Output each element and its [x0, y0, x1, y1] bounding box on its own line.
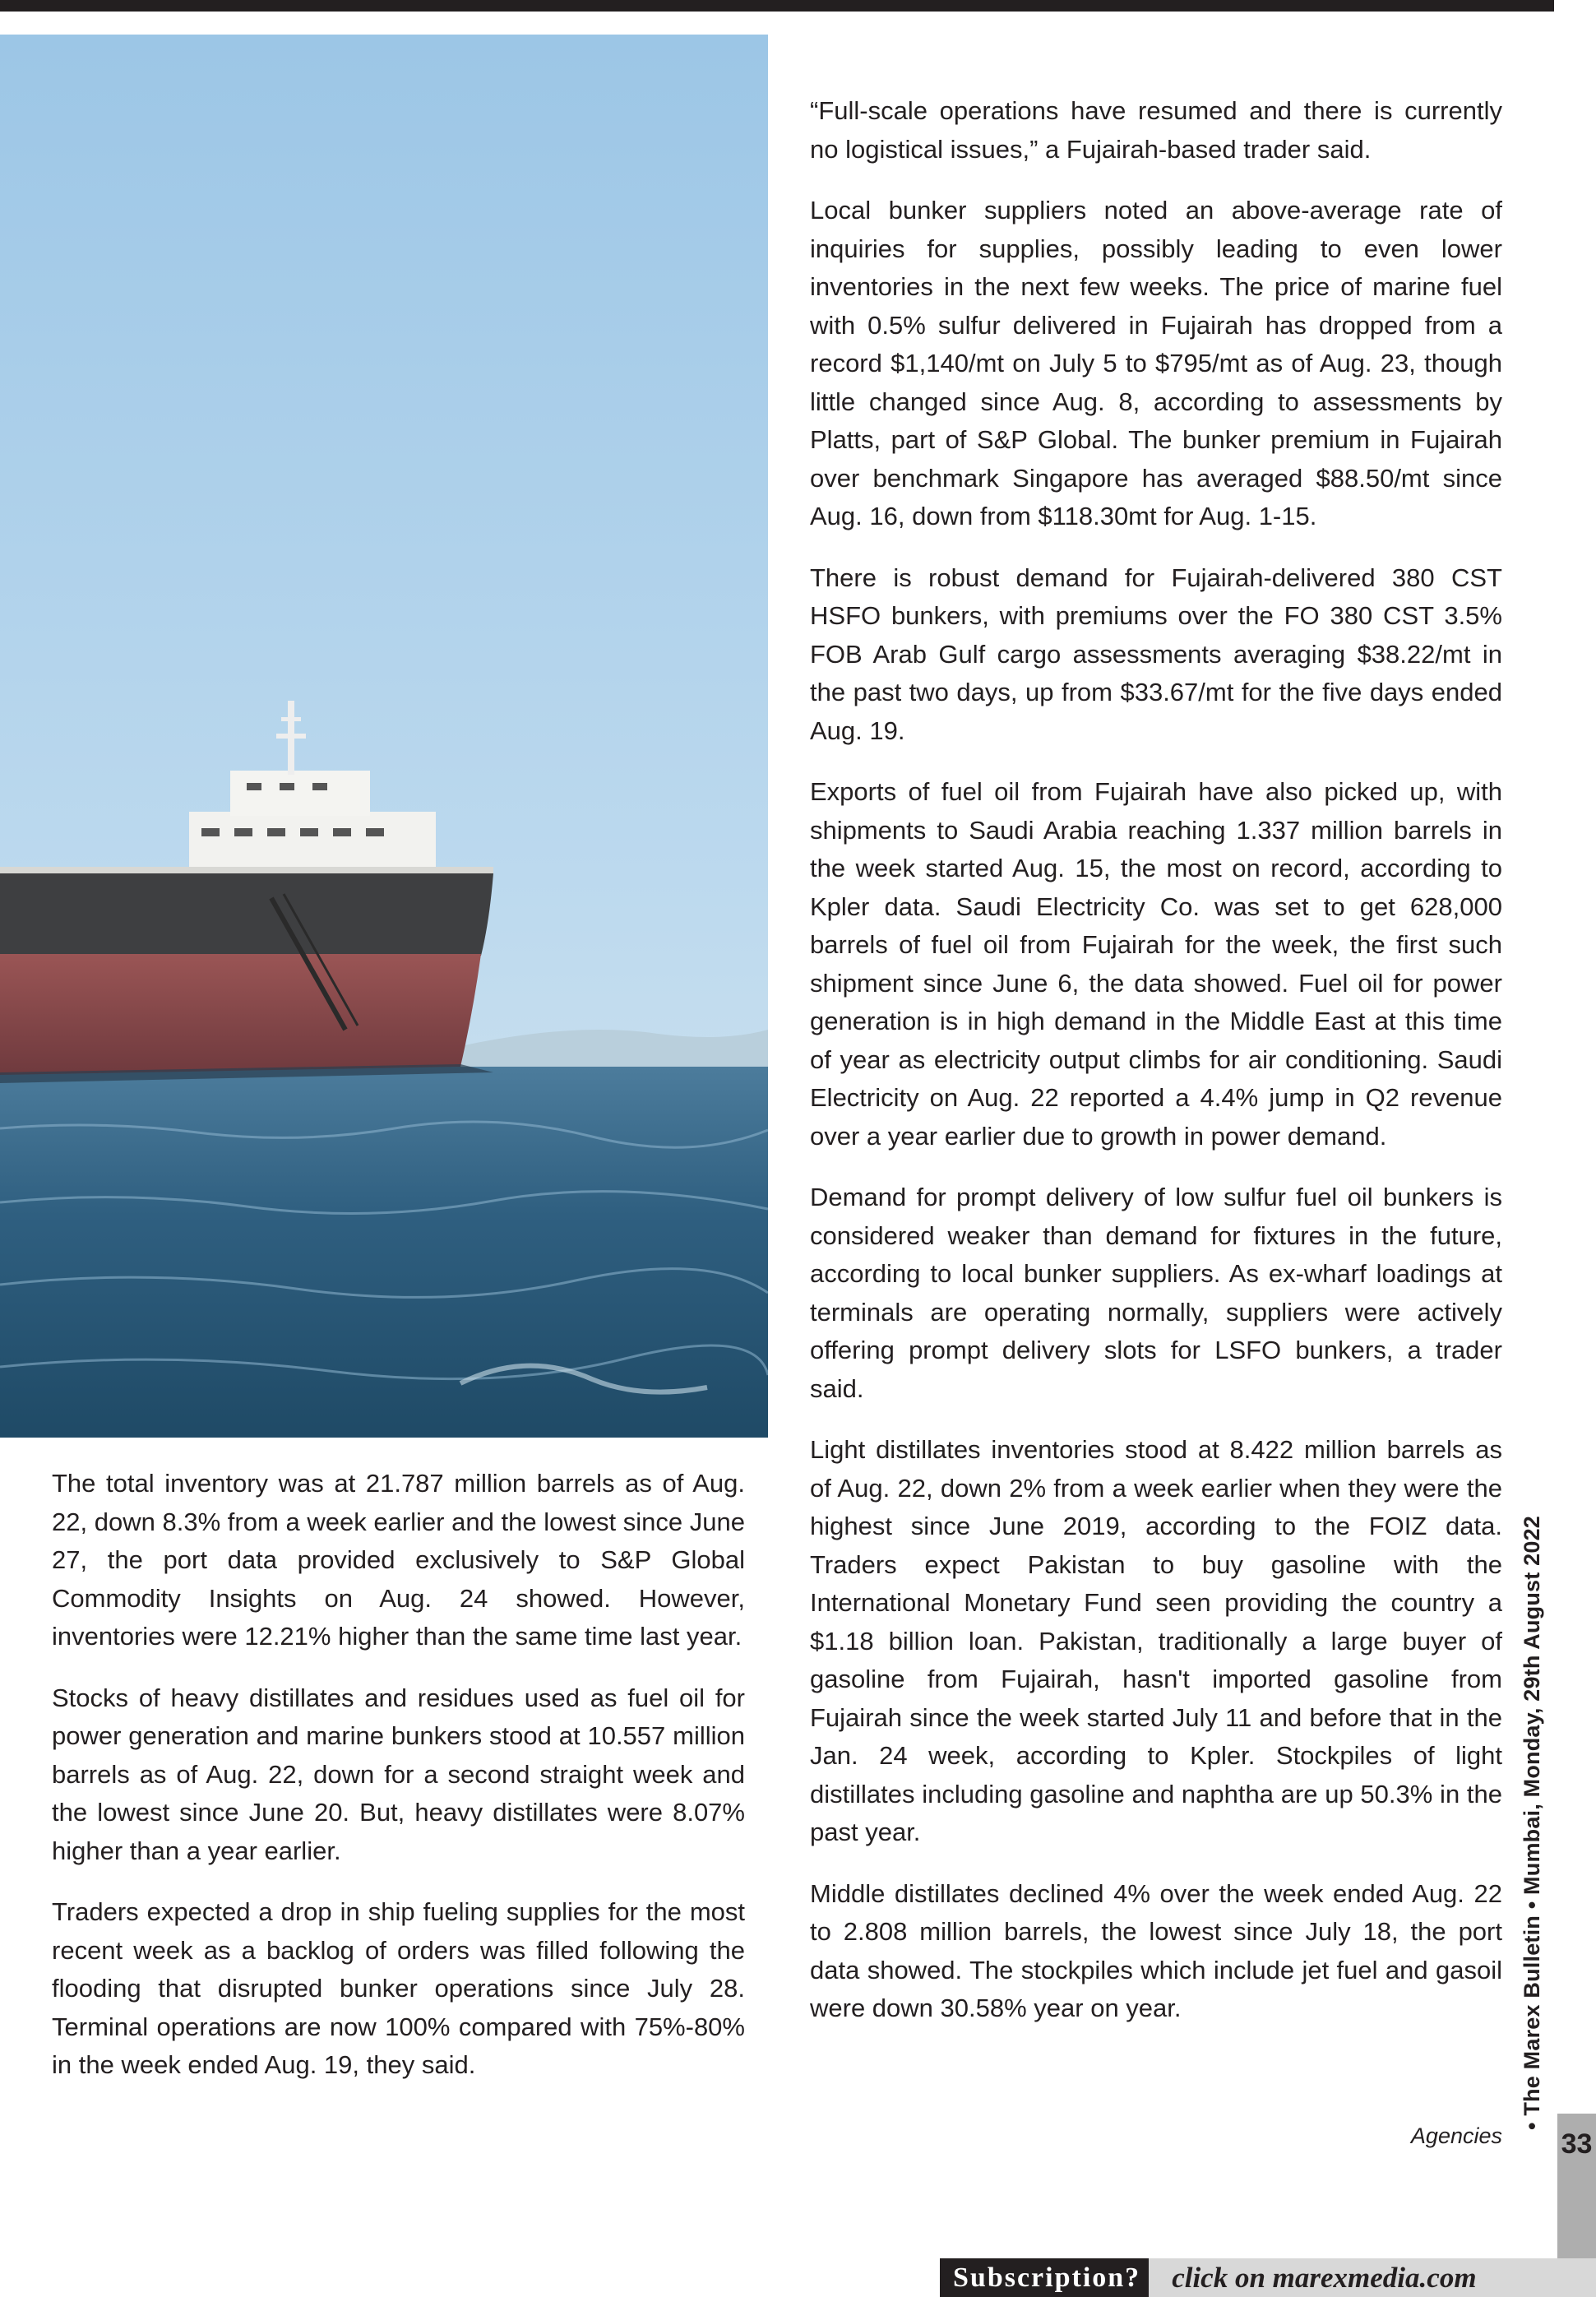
paragraph: Exports of fuel oil from Fujairah have also picked up, with shipments to Saudi Arabia reaching 1.337 million barrels in the week started Aug. 15, the most on record, according to Kpler data. Saudi Electricity Co. was set to get 628,000 barrels of fuel oil from Fujairah for the week, the first such shipment since June 6, the data showed. Fuel oil for power generation is in high demand in the Middle East at this time of year as electricity output climbs for air conditioning. Saudi Electricity on Aug. 22 reported a 4.4% jump in Q2 revenue over a year earlier due to growth in power demand.	[810, 777, 1502, 1151]
subscription-label[interactable]: Subscription?	[940, 2258, 1149, 2297]
publication-dateline: • The Marex Bulletin • Mumbai, Monday, 29th August 2022	[1520, 1515, 1544, 2130]
article-credit: Agencies	[1410, 2123, 1502, 2148]
subscription-link[interactable]: click on marexmedia.com	[1149, 2258, 1596, 2297]
paragraph: Middle distillates declined 4% over the week ended Aug. 22 to 2.808 million barrels, the lowest since July 18, the port data showed. The stockpiles which include jet fuel and gasoil were down 30.58% year on year.	[810, 1878, 1502, 2022]
article-left-column	[52, 1465, 745, 2108]
paragraph: Traders expected a drop in ship fueling supplies for the most recent week as a backlog of orders was filled following the flooding that disrupted bunker operations since July 28. Terminal operations are now 100% compared with 75%-80% in the week ended Aug. 19, they said.	[52, 1897, 745, 2079]
paragraph: The total inventory was at 21.787 million barrels as of Aug. 22, down 8.3% from a week earlier and the lowest since June 27, the port data provided exclusively to S&P Global Commodity Insights on Aug. 24 showed. However, inventories were 12.21% higher than the same time last year.	[52, 1469, 745, 1651]
paragraph: Light distillates inventories stood at 8.422 million barrels as of Aug. 22, down 2% from a week earlier when they were the highest since June 2019, according to the FOIZ data. Traders expect Pakistan to buy gasoline with the International Monetary Fund seen providing the country a $1.18 billion loan. Pakistan, traditionally a large buyer of gasoline from Fujairah, hasn't imported gasoline from Fujairah since the week started July 11 and before that in the Jan. 24 week, according to Kpler. Stockpiles of light distillates including gasoline and naphtha are up 50.3% in the past year.	[810, 1435, 1502, 1846]
subscription-banner[interactable]	[940, 2258, 1596, 2297]
tanker-photo	[0, 35, 768, 1438]
page-number: 33	[1561, 2128, 1593, 2160]
ship-photo-graphic	[0, 35, 768, 1438]
paragraph: Demand for prompt delivery of low sulfur fuel oil bunkers is considered weaker than demand for fixtures in the future, according to local bunker suppliers. As ex-wharf loadings at terminals are operating normally, suppliers were actively offering prompt delivery slots for LSFO bunkers, a trader said.	[810, 1183, 1502, 1403]
paragraph: Local bunker suppliers noted an above-average rate of inquiries for supplies, possibly leading to even lower inventories in the next few weeks. The price of marine fuel with 0.5% sulfur delivered in Fujairah has dropped from a record $1,140/mt on July 5 to $795/mt as of Aug. 23, though little changed since Aug. 8, according to assessments by Platts, part of S&P Global. The bunker premium in Fujairah over benchmark Singapore has averaged $88.50/mt since Aug. 16, down from $118.30mt for Aug. 1-15.	[810, 196, 1502, 530]
paragraph: “Full-scale operations have resumed and there is currently no logistical issues,” a Fujairah-based trader said.	[810, 96, 1502, 164]
paragraph: Stocks of heavy distillates and residues used as fuel oil for power generation and marine bunkers stood at 10.557 million barrels as of Aug. 22, down for a second straight week and the lowest since June 20. But, heavy distillates were 8.07% higher than a year earlier.	[52, 1683, 745, 1865]
top-rule	[0, 0, 1554, 12]
article-right-column	[810, 92, 1502, 2051]
paragraph: There is robust demand for Fujairah-delivered 380 CST HSFO bunkers, with premiums over the FO 380 CST 3.5% FOB Arab Gulf cargo assessments averaging $38.22/mt in the past two days, up from $33.67/mt for the five days ended Aug. 19.	[810, 563, 1502, 745]
